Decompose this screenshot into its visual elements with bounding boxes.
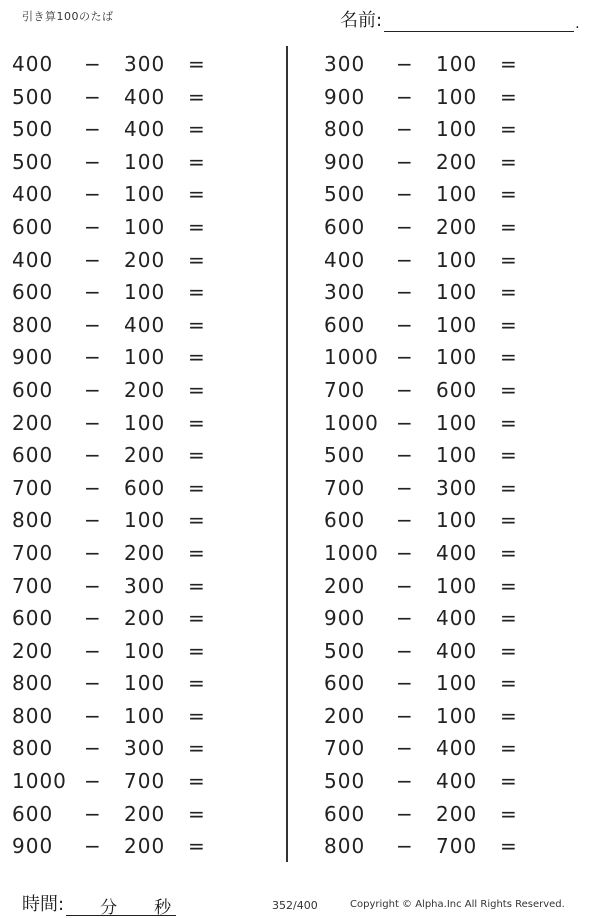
time-blank-line[interactable] <box>66 893 176 916</box>
equals-sign: = <box>188 769 206 794</box>
minus-sign: − <box>84 508 102 533</box>
equals-sign: = <box>500 638 518 663</box>
minuend: 800 <box>324 117 366 142</box>
subtrahend: 400 <box>124 312 166 337</box>
name-field <box>340 6 580 32</box>
minus-sign: − <box>396 606 414 631</box>
minuend: 800 <box>12 671 54 696</box>
subtrahend: 100 <box>124 671 166 696</box>
minuend: 200 <box>12 410 54 435</box>
equals-sign: = <box>500 801 518 826</box>
minus-sign: − <box>396 149 414 174</box>
minuend: 900 <box>12 345 54 370</box>
minuend: 900 <box>324 84 366 109</box>
minuend: 800 <box>12 312 54 337</box>
equals-sign: = <box>188 540 206 565</box>
subtrahend: 200 <box>436 149 478 174</box>
right-problem-row <box>312 765 592 798</box>
right-problem-row <box>312 341 592 374</box>
minuend: 700 <box>12 475 54 500</box>
minuend: 600 <box>324 508 366 533</box>
minuend: 700 <box>12 573 54 598</box>
right-problem-row <box>312 602 592 635</box>
minuend: 500 <box>12 117 54 142</box>
minus-sign: − <box>396 52 414 76</box>
minuend: 600 <box>12 214 54 239</box>
equals-sign: = <box>188 834 206 859</box>
equals-sign: = <box>188 671 206 696</box>
left-problem-row <box>0 211 280 244</box>
subtrahend: 100 <box>124 182 166 207</box>
right-problem-row <box>312 667 592 700</box>
minus-sign: − <box>396 214 414 239</box>
subtrahend: 400 <box>436 540 478 565</box>
right-problem-row <box>312 146 592 179</box>
left-problem-row <box>0 570 280 603</box>
subtrahend: 200 <box>124 834 166 859</box>
equals-sign: = <box>500 345 518 370</box>
minus-sign: − <box>396 769 414 794</box>
left-problem-row <box>0 341 280 374</box>
right-problem-row <box>312 276 592 309</box>
left-problem-row <box>0 537 280 570</box>
minuend: 600 <box>12 377 54 402</box>
left-problem-row <box>0 472 280 505</box>
equals-sign: = <box>500 443 518 468</box>
minuend: 800 <box>12 508 54 533</box>
minus-sign: − <box>84 606 102 631</box>
minus-sign: − <box>396 475 414 500</box>
subtrahend: 200 <box>436 801 478 826</box>
minuend: 600 <box>12 801 54 826</box>
subtrahend: 400 <box>436 736 478 761</box>
subtrahend: 700 <box>124 769 166 794</box>
subtrahend: 100 <box>124 280 166 305</box>
equals-sign: = <box>500 84 518 109</box>
subtrahend: 400 <box>124 117 166 142</box>
minuend: 500 <box>12 84 54 109</box>
equals-sign: = <box>188 182 206 207</box>
minus-sign: − <box>84 703 102 728</box>
minuend: 400 <box>324 247 366 272</box>
subtrahend: 600 <box>436 377 478 402</box>
equals-sign: = <box>188 214 206 239</box>
subtrahend: 300 <box>124 736 166 761</box>
left-problem-row <box>0 765 280 798</box>
equals-sign: = <box>500 280 518 305</box>
subtrahend: 100 <box>436 573 478 598</box>
name-label: 名前: <box>340 10 383 31</box>
subtrahend: 100 <box>124 638 166 663</box>
subtrahend: 400 <box>436 606 478 631</box>
minuend: 200 <box>324 573 366 598</box>
minus-sign: − <box>396 410 414 435</box>
page-number: 352/400 <box>272 899 318 912</box>
minuend: 600 <box>324 671 366 696</box>
right-problem-row <box>312 211 592 244</box>
minus-sign: − <box>396 801 414 826</box>
worksheet-title: 引き算100のたば <box>22 10 114 23</box>
minuend: 600 <box>324 214 366 239</box>
left-problem-row <box>0 635 280 668</box>
name-blank-line[interactable] <box>384 11 574 32</box>
minus-sign: − <box>396 703 414 728</box>
minuend: 1000 <box>12 769 67 794</box>
right-problem-row <box>312 309 592 342</box>
subtrahend: 200 <box>124 377 166 402</box>
subtrahend: 200 <box>124 443 166 468</box>
subtrahend: 100 <box>436 345 478 370</box>
minuend: 900 <box>324 606 366 631</box>
right-problem-row <box>312 798 592 831</box>
minuend: 1000 <box>324 410 379 435</box>
right-problem-row <box>312 504 592 537</box>
equals-sign: = <box>188 149 206 174</box>
equals-sign: = <box>188 801 206 826</box>
equals-sign: = <box>500 508 518 533</box>
right-problem-row <box>312 407 592 440</box>
equals-sign: = <box>500 606 518 631</box>
right-problem-row <box>312 178 592 211</box>
subtrahend: 600 <box>124 475 166 500</box>
equals-sign: = <box>500 312 518 337</box>
right-problem-row <box>312 700 592 733</box>
minuend: 1000 <box>324 345 379 370</box>
equals-sign: = <box>500 214 518 239</box>
equals-sign: = <box>500 703 518 728</box>
left-problem-row <box>0 374 280 407</box>
minus-sign: − <box>396 573 414 598</box>
left-problem-row <box>0 48 280 81</box>
minuend: 600 <box>12 443 54 468</box>
minus-sign: − <box>84 52 102 76</box>
equals-sign: = <box>188 606 206 631</box>
equals-sign: = <box>500 247 518 272</box>
left-problem-row <box>0 732 280 765</box>
left-problem-row <box>0 504 280 537</box>
minuend: 600 <box>324 312 366 337</box>
subtrahend: 100 <box>124 149 166 174</box>
subtrahend: 100 <box>124 703 166 728</box>
right-problem-row <box>312 635 592 668</box>
subtrahend: 100 <box>436 182 478 207</box>
equals-sign: = <box>188 508 206 533</box>
equals-sign: = <box>500 573 518 598</box>
minus-sign: − <box>84 834 102 859</box>
minuend: 500 <box>324 443 366 468</box>
equals-sign: = <box>500 736 518 761</box>
minuend: 500 <box>324 769 366 794</box>
copyright-notice: Copyright © Alpha.Inc All Rights Reserved. <box>350 899 565 910</box>
minuend: 300 <box>324 280 366 305</box>
subtrahend: 100 <box>436 52 478 76</box>
minus-sign: − <box>84 769 102 794</box>
minutes-unit: 分 <box>100 898 118 918</box>
minus-sign: − <box>84 117 102 142</box>
subtrahend: 200 <box>124 606 166 631</box>
subtrahend: 100 <box>436 508 478 533</box>
left-problem-row <box>0 309 280 342</box>
equals-sign: = <box>500 540 518 565</box>
equals-sign: = <box>188 117 206 142</box>
left-problem-row <box>0 700 280 733</box>
minuend: 900 <box>12 834 54 859</box>
right-problem-row <box>312 472 592 505</box>
right-problem-row <box>312 537 592 570</box>
subtrahend: 200 <box>436 214 478 239</box>
equals-sign: = <box>500 182 518 207</box>
equals-sign: = <box>500 52 518 76</box>
left-problem-row <box>0 798 280 831</box>
subtrahend: 100 <box>436 671 478 696</box>
minus-sign: − <box>396 117 414 142</box>
subtrahend: 400 <box>436 769 478 794</box>
minus-sign: − <box>84 214 102 239</box>
minuend: 600 <box>12 606 54 631</box>
equals-sign: = <box>188 84 206 109</box>
left-problem-row <box>0 439 280 472</box>
right-problem-row <box>312 830 592 863</box>
minus-sign: − <box>396 377 414 402</box>
equals-sign: = <box>500 149 518 174</box>
equals-sign: = <box>188 377 206 402</box>
minus-sign: − <box>84 443 102 468</box>
equals-sign: = <box>500 769 518 794</box>
right-problem-row <box>312 439 592 472</box>
subtrahend: 400 <box>124 84 166 109</box>
subtrahend: 100 <box>124 345 166 370</box>
equals-sign: = <box>188 52 206 76</box>
right-problem-row <box>312 113 592 146</box>
equals-sign: = <box>500 834 518 859</box>
minuend: 700 <box>12 540 54 565</box>
equals-sign: = <box>188 475 206 500</box>
seconds-unit: 秒 <box>154 898 172 918</box>
right-problem-row <box>312 732 592 765</box>
minuend: 500 <box>324 638 366 663</box>
subtrahend: 100 <box>436 443 478 468</box>
right-problem-row <box>312 48 592 81</box>
subtrahend: 700 <box>436 834 478 859</box>
minus-sign: − <box>396 84 414 109</box>
minus-sign: − <box>84 345 102 370</box>
equals-sign: = <box>188 312 206 337</box>
minus-sign: − <box>396 443 414 468</box>
minuend: 300 <box>324 52 366 76</box>
minus-sign: − <box>84 410 102 435</box>
minus-sign: − <box>84 377 102 402</box>
minus-sign: − <box>396 182 414 207</box>
minus-sign: − <box>84 671 102 696</box>
minus-sign: − <box>84 149 102 174</box>
equals-sign: = <box>188 736 206 761</box>
subtrahend: 100 <box>124 508 166 533</box>
right-problem-row <box>312 570 592 603</box>
minus-sign: − <box>396 736 414 761</box>
minuend: 800 <box>12 703 54 728</box>
subtrahend: 100 <box>436 410 478 435</box>
minus-sign: − <box>84 247 102 272</box>
subtrahend: 100 <box>436 84 478 109</box>
right-problem-row <box>312 244 592 277</box>
subtrahend: 200 <box>124 540 166 565</box>
right-problem-row <box>312 374 592 407</box>
minus-sign: − <box>396 540 414 565</box>
minus-sign: − <box>84 736 102 761</box>
equals-sign: = <box>188 443 206 468</box>
minuend: 600 <box>324 801 366 826</box>
minus-sign: − <box>396 345 414 370</box>
minus-sign: − <box>84 312 102 337</box>
minus-sign: − <box>84 540 102 565</box>
subtrahend: 100 <box>124 214 166 239</box>
minus-sign: − <box>396 280 414 305</box>
subtrahend: 100 <box>124 410 166 435</box>
left-problem-row <box>0 178 280 211</box>
subtrahend: 400 <box>436 638 478 663</box>
subtrahend: 300 <box>436 475 478 500</box>
minuend: 400 <box>12 52 54 76</box>
minuend: 500 <box>324 182 366 207</box>
subtrahend: 100 <box>436 312 478 337</box>
equals-sign: = <box>188 573 206 598</box>
minus-sign: − <box>396 638 414 663</box>
minus-sign: − <box>84 182 102 207</box>
subtrahend: 200 <box>124 247 166 272</box>
subtrahend: 200 <box>124 801 166 826</box>
minuend: 400 <box>12 247 54 272</box>
minus-sign: − <box>84 573 102 598</box>
minus-sign: − <box>396 834 414 859</box>
left-problem-row <box>0 81 280 114</box>
name-end-mark: . <box>575 16 580 32</box>
left-problem-row <box>0 407 280 440</box>
minus-sign: − <box>84 801 102 826</box>
minuend: 700 <box>324 377 366 402</box>
minuend: 600 <box>12 280 54 305</box>
subtrahend: 300 <box>124 573 166 598</box>
equals-sign: = <box>188 410 206 435</box>
minus-sign: − <box>84 84 102 109</box>
equals-sign: = <box>188 280 206 305</box>
minuend: 200 <box>12 638 54 663</box>
left-problem-row <box>0 667 280 700</box>
minuend: 800 <box>12 736 54 761</box>
minus-sign: − <box>396 312 414 337</box>
minuend: 900 <box>324 149 366 174</box>
equals-sign: = <box>188 345 206 370</box>
minuend: 200 <box>324 703 366 728</box>
left-problem-row <box>0 146 280 179</box>
left-problem-row <box>0 244 280 277</box>
minuend: 700 <box>324 736 366 761</box>
minuend: 800 <box>324 834 366 859</box>
minuend: 700 <box>324 475 366 500</box>
equals-sign: = <box>188 638 206 663</box>
minuend: 1000 <box>324 540 379 565</box>
subtrahend: 100 <box>436 117 478 142</box>
left-problem-row <box>0 830 280 863</box>
equals-sign: = <box>500 377 518 402</box>
subtrahend: 100 <box>436 247 478 272</box>
minus-sign: − <box>396 671 414 696</box>
column-divider <box>286 46 288 862</box>
subtrahend: 300 <box>124 52 166 76</box>
minus-sign: − <box>84 280 102 305</box>
minus-sign: − <box>84 638 102 663</box>
time-label: 時間: <box>22 894 65 915</box>
equals-sign: = <box>188 247 206 272</box>
equals-sign: = <box>188 703 206 728</box>
equals-sign: = <box>500 671 518 696</box>
equals-sign: = <box>500 117 518 142</box>
equals-sign: = <box>500 410 518 435</box>
minus-sign: − <box>396 508 414 533</box>
equals-sign: = <box>500 475 518 500</box>
left-problem-row <box>0 276 280 309</box>
right-problem-column <box>312 48 592 863</box>
left-problem-row <box>0 113 280 146</box>
time-field <box>22 890 176 916</box>
minus-sign: − <box>396 247 414 272</box>
right-problem-row <box>312 81 592 114</box>
left-problem-row <box>0 602 280 635</box>
subtrahend: 100 <box>436 280 478 305</box>
left-problem-column <box>0 48 280 863</box>
minus-sign: − <box>84 475 102 500</box>
subtrahend: 100 <box>436 703 478 728</box>
minuend: 400 <box>12 182 54 207</box>
minuend: 500 <box>12 149 54 174</box>
